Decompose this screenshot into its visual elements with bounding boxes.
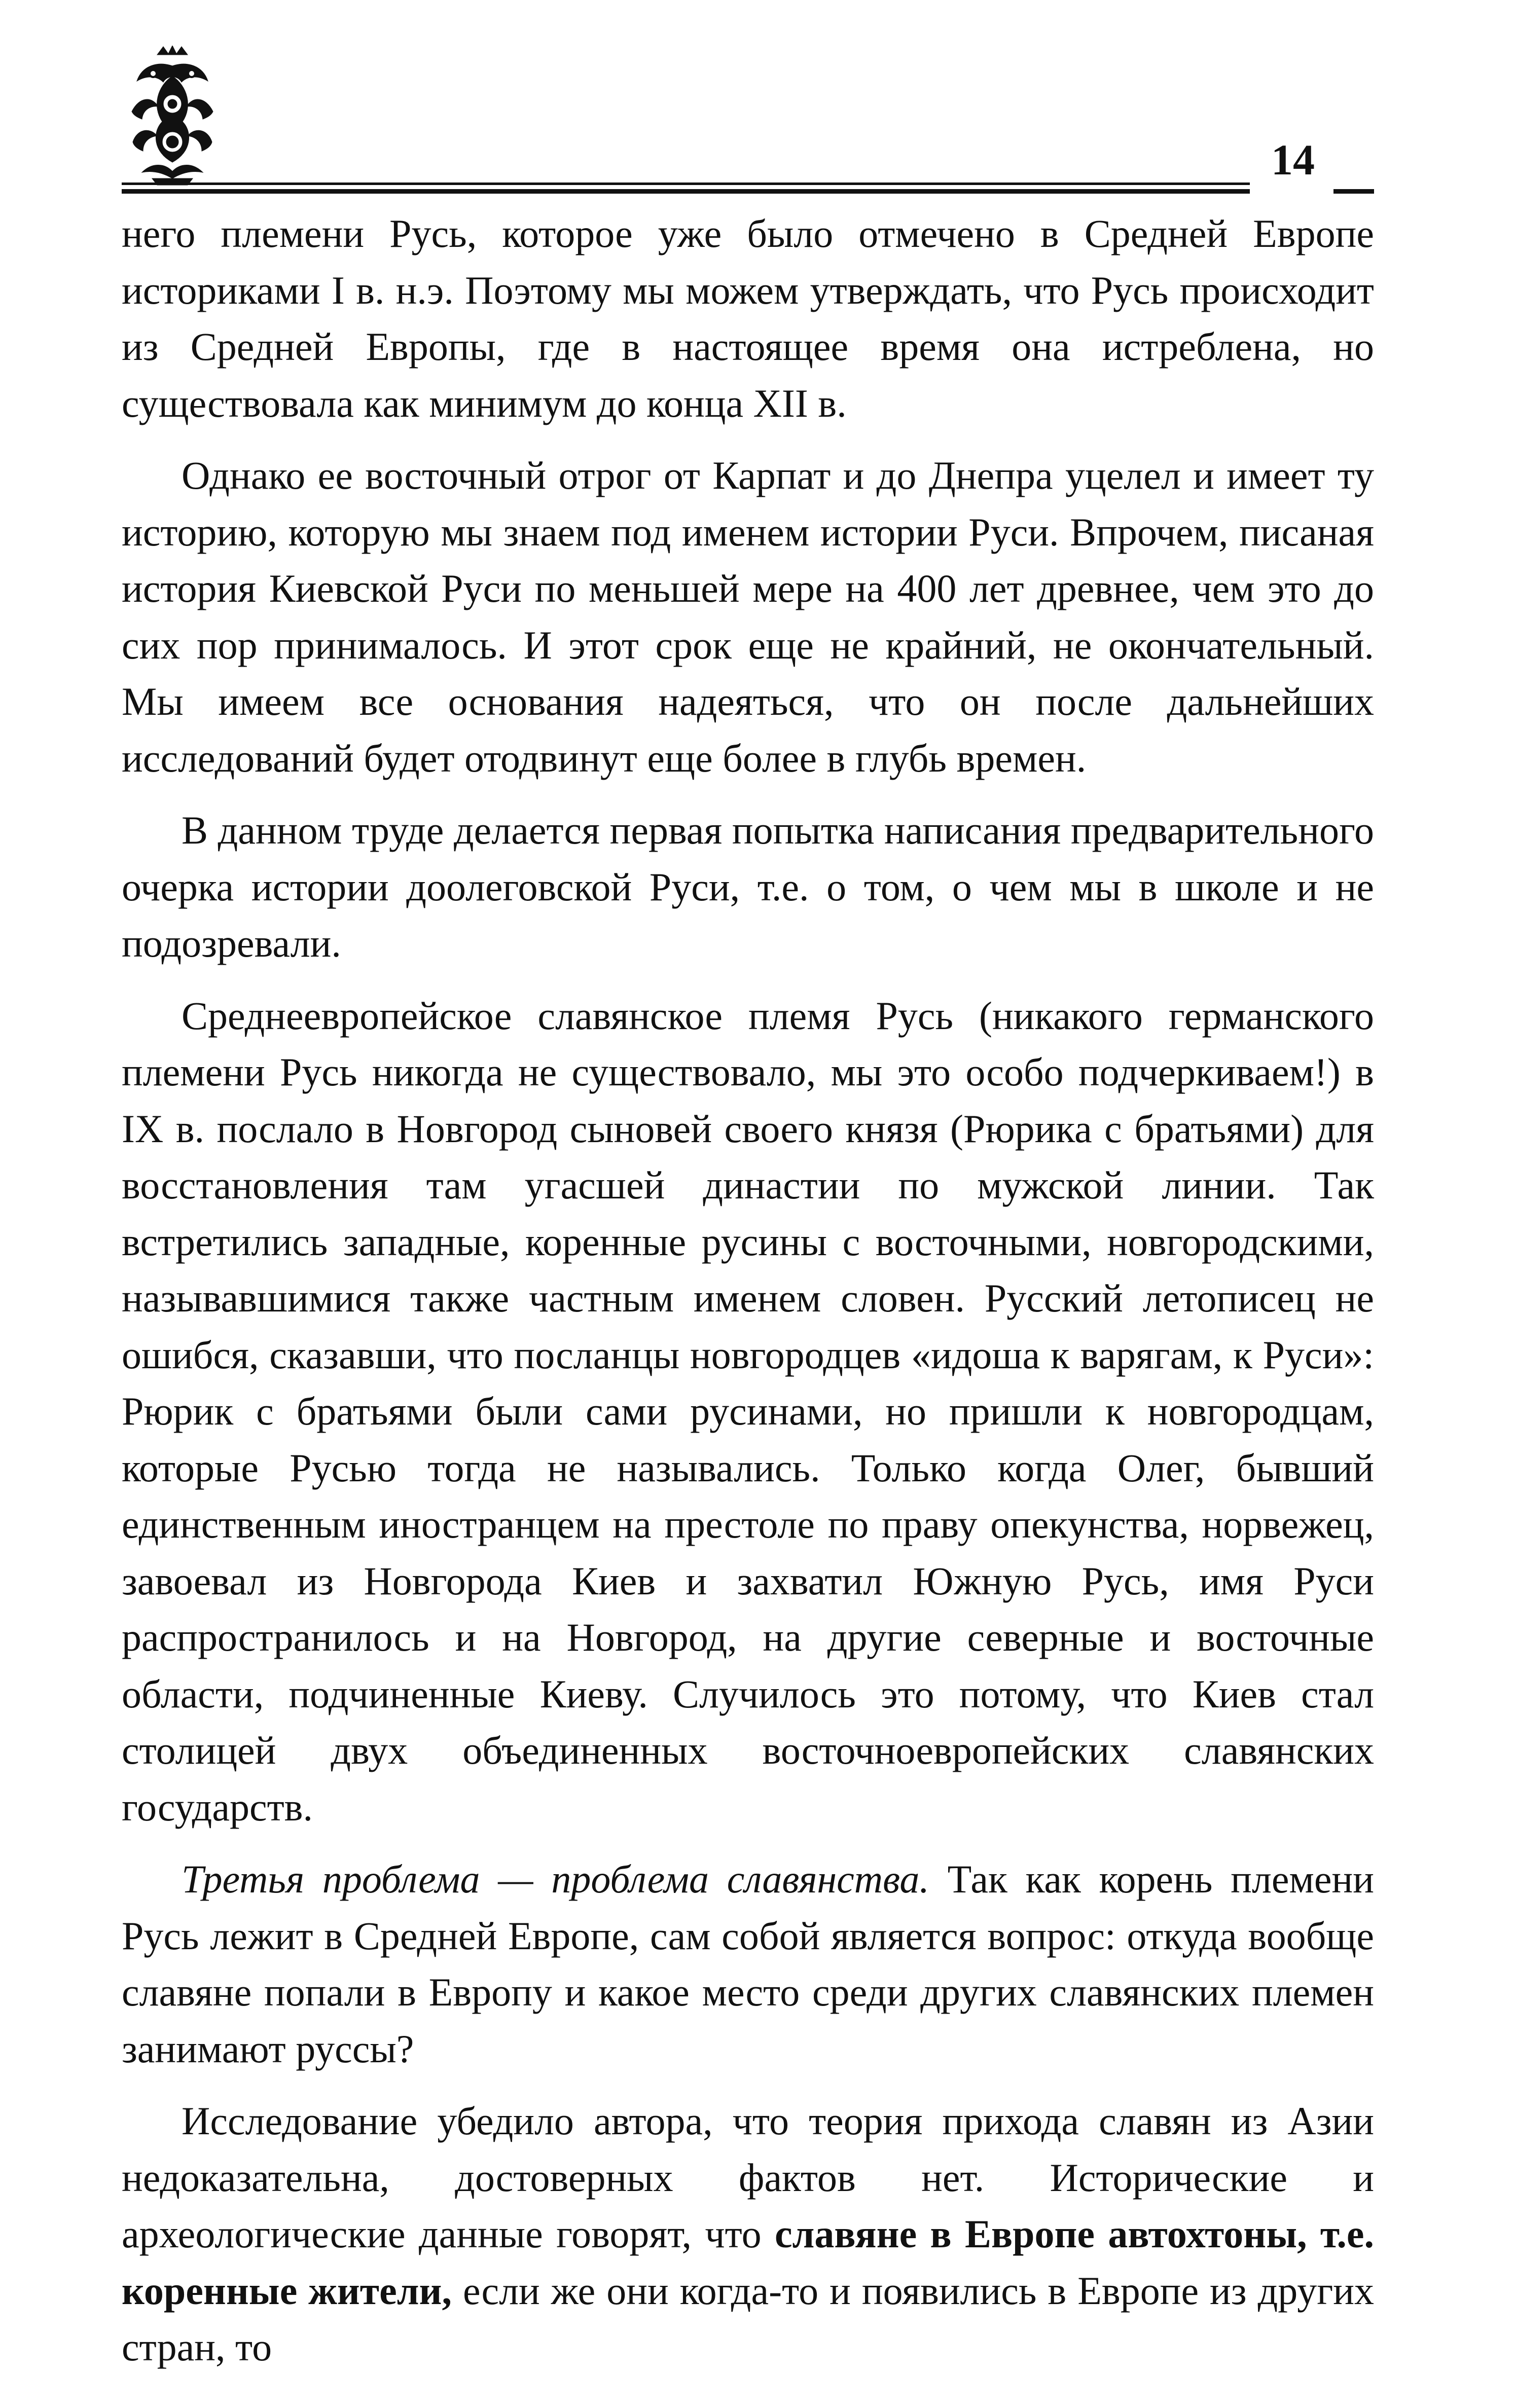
paragraph-text: Так как корень племени Русь лежит в Средней Европе, сам собой является вопрос: откуда вообще славяне попали в Европу и какое место среди других славянских племен занимают руссы? xyxy=(122,1857,1374,2071)
page-header xyxy=(122,46,1374,198)
italic-heading: Третья проблема — проблема славянства. xyxy=(182,1857,929,1901)
page-number: 14 xyxy=(1271,135,1315,184)
header-rule-right xyxy=(1333,189,1374,194)
paragraph-text: В данном труде делается первая попытка написания предварительного очерка истории доолеговской Руси, т.е. о том, о чем мы в школе и не подозревали. xyxy=(122,808,1374,965)
paragraph-text: Среднеевропейское славянское племя Русь (никакого германского племени Русь никогда не существовало, мы это особо подчеркиваем!) в IX в. послало в Новгород сыновей своего князя (Рюрика с братьями) для восстановления там угасшей династии по мужской линии. Так встретились западные, коренные русины с восточными, новгородскими, называвшимися также частным именем словен. Русский летописец не ошибся, сказавши, что посланцы новгородцев «идоша к варягам, к Руси»: Рюрик с братьями были сами русинами, но пришли к новгородцам, которые Русью тогда не назывались. Только когда Олег, бывший единственным иностранцем на престоле по праву опекунства, норвежец, завоевал из Новгорода Киев и захватил Южную Русь, имя Руси распространилось и на Новгород, на другие северные и восточные области, подчиненные Киеву. Случилось это потому, что Киев стал столицей двух объединенных восточноевропейских славянских государств. xyxy=(122,993,1374,1829)
header-rule-thick xyxy=(122,189,1250,194)
paragraph-text: Однако ее восточный отрог от Карпат и до Днепра уцелел и имеет ту историю, которую мы знаем под именем истории Руси. Впрочем, писаная история Киевской Руси по меньшей мере на 400 лет древнее, чем это до сих пор принималось. И этот срок еще не крайний, не окончательный. Мы имеем все основания надеяться, что он после дальнейших исследований будет отодвинут еще более в глубь времен. xyxy=(122,453,1374,780)
paragraph-text: Исследование убедило автора, что теория прихода славян из Азии недоказательна, достоверных фактов нет. Исторические и археологические данные говорят, что xyxy=(122,2099,1374,2256)
paragraph xyxy=(122,802,1374,972)
paragraph xyxy=(122,2093,1374,2376)
paragraph xyxy=(122,447,1374,786)
paragraph-text: него племени Русь, которое уже было отмечено в Средней Европе историками I в. н.э. Поэтому мы можем утверждать, что Русь происходит из Средней Европы, где в настоящее время она истреблена, но существовала как минимум до конца XII в. xyxy=(122,211,1374,425)
paragraph xyxy=(122,988,1374,1836)
heraldic-ornament-icon xyxy=(122,46,223,193)
paragraph xyxy=(122,205,1374,431)
paragraph xyxy=(122,1851,1374,2077)
header-rule-thin xyxy=(122,183,1250,185)
body-text xyxy=(122,205,1374,2376)
paragraph-text-tail: если же они когда-то и появились в Европе из других стран, то xyxy=(122,2268,1374,2369)
bold-emphasis: славяне в Европе автохтоны, т.е. коренные жители, xyxy=(122,2212,1374,2313)
